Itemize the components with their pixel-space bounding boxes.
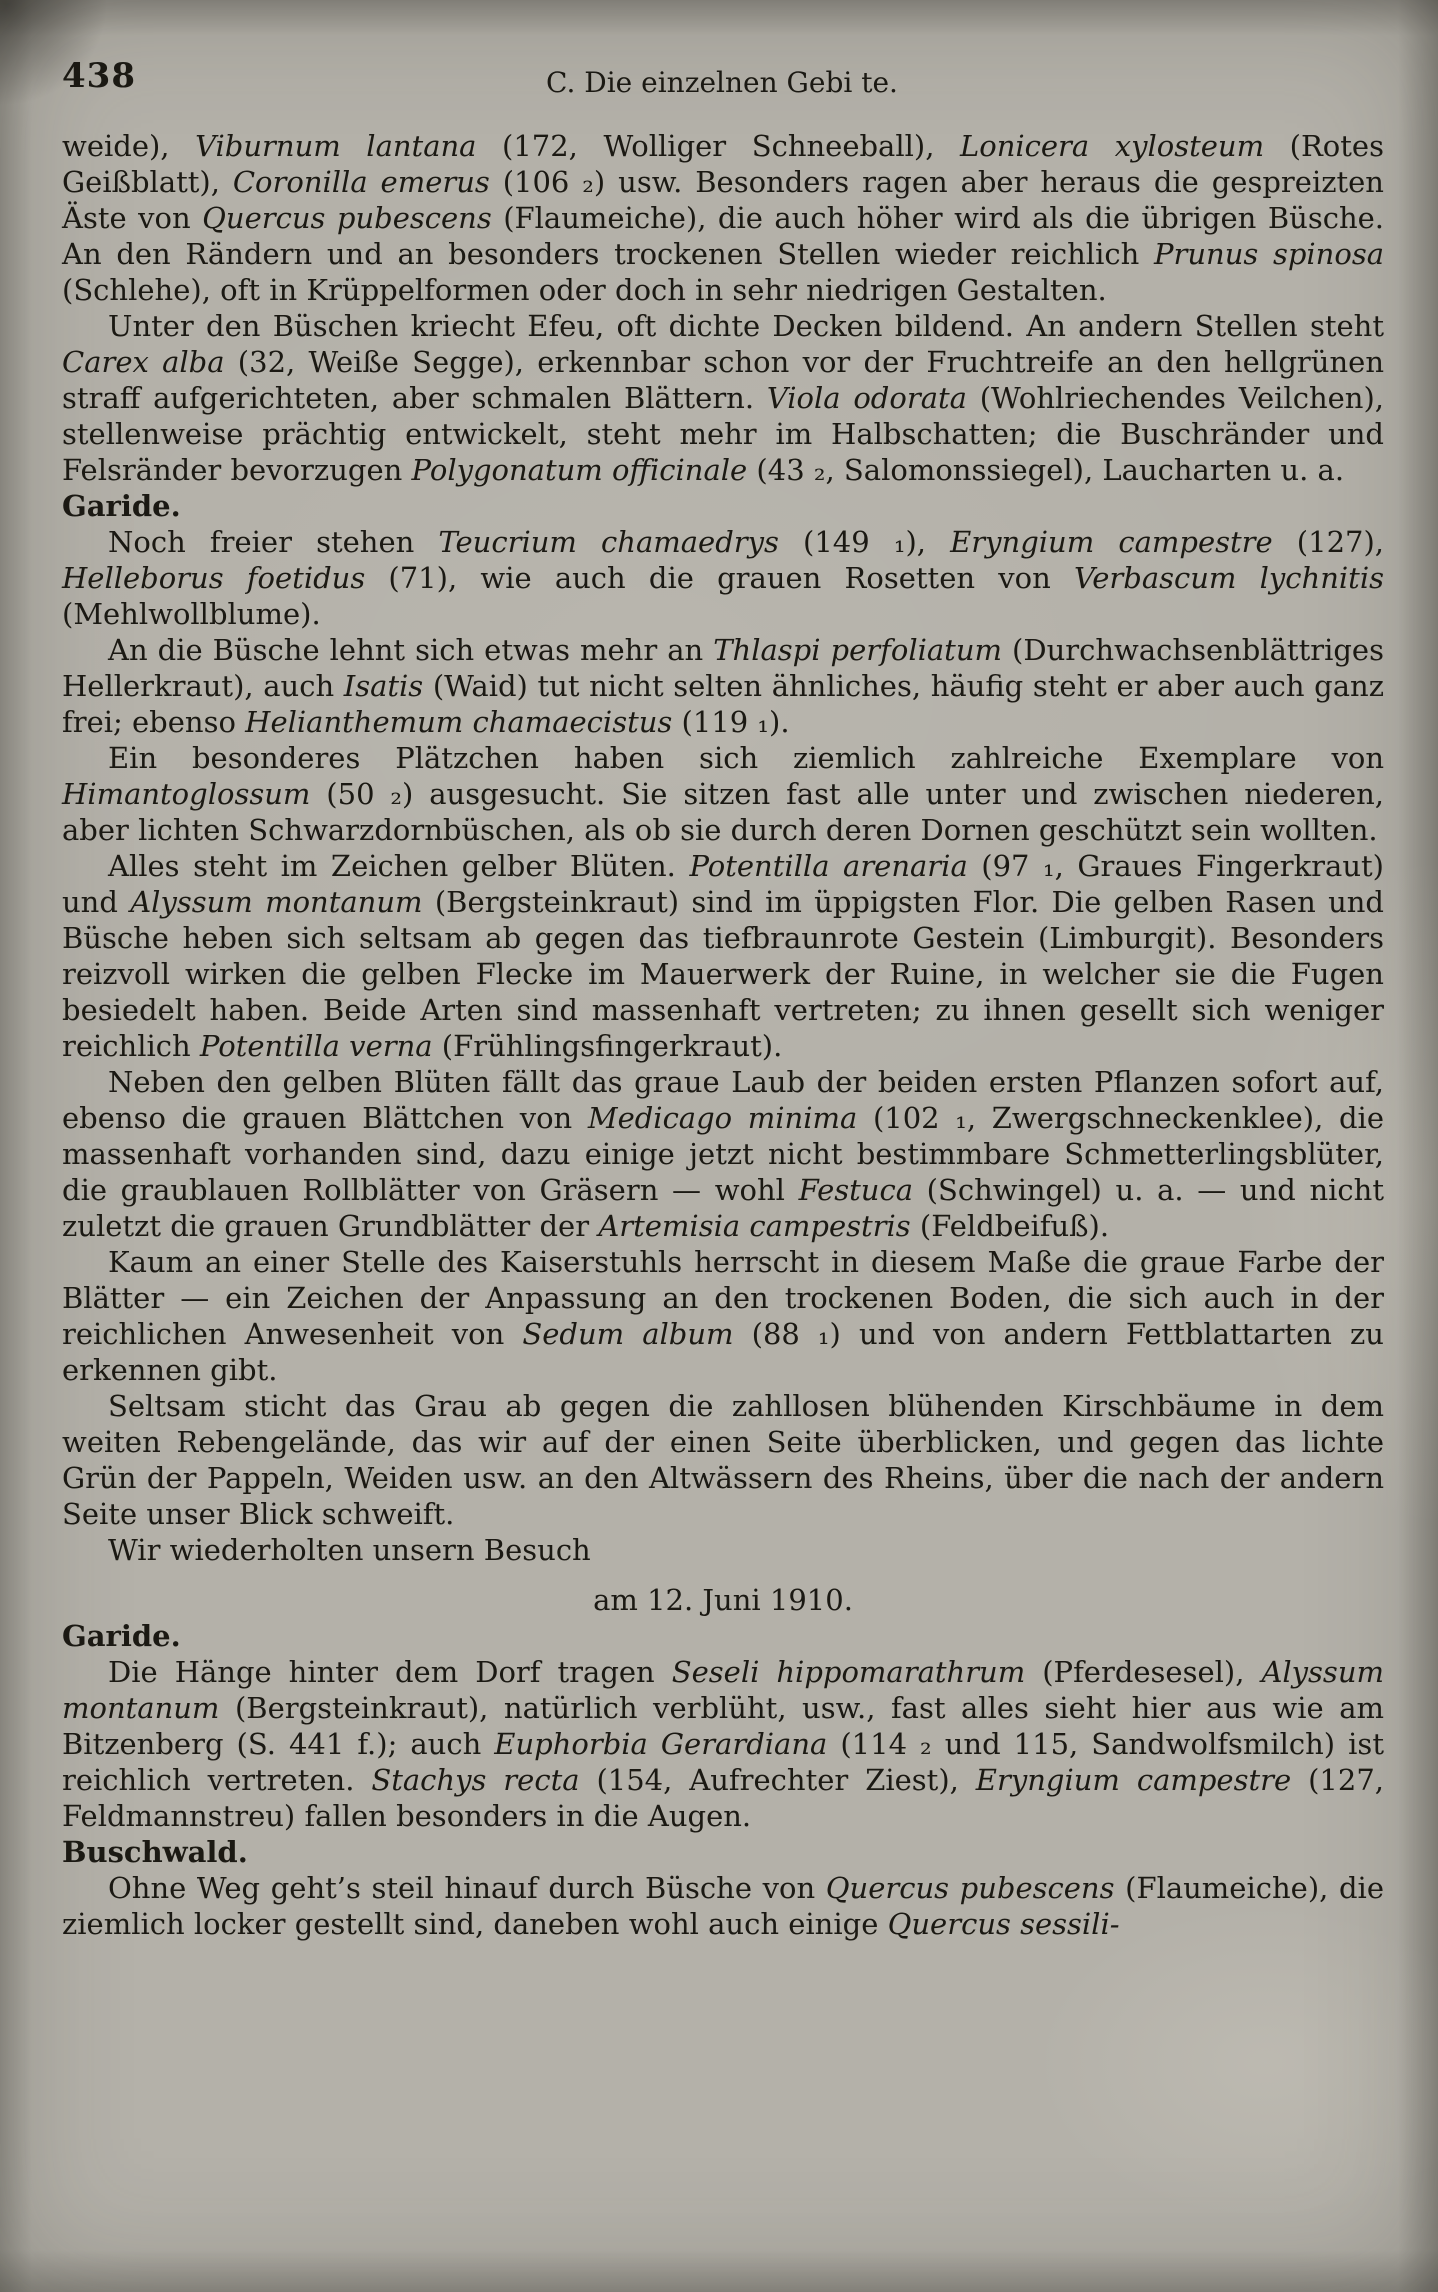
latin-species-name: Carex alba [62,345,225,379]
text-run: (Bergsteinkraut), natürlich verblüht, usw., fast alles sieht hier aus wie am Bitzenberg (S. 441 f.); auch [62,1691,1384,1761]
paragraph [62,1870,1384,1942]
paragraph [62,308,1384,488]
latin-species-name: Lonicera xylosteum [959,129,1265,163]
paragraph [62,524,1384,632]
latin-species-name: Teucrium chamaedrys [438,525,779,559]
text-run: (71), wie auch die grauen Rosetten von [365,561,1074,595]
text-run: (154, Aufrechter Ziest), [579,1763,976,1797]
text-run: (Schlehe), oft in Krüppelformen oder doch in sehr niedrigen Gestalten. [62,273,1107,307]
latin-species-name: Quercus sessili- [887,1907,1120,1941]
paragraph [62,740,1384,848]
text-run: (88 ₁) und von andern Fettblattarten zu erkennen gibt. [62,1317,1384,1387]
section-heading [62,1618,1384,1654]
text-run: (Bergsteinkraut) sind im üppigsten Flor. Die gelben Rasen und Büsche heben sich seltsam ab gegen das tiefbraunrote Gestein (Limburgit). Besonders reizvoll wirken die gelben Flecke im Mauerwerk der Ruine, in welcher sie die Fugen besiedelt haben. Beide Arten sind massenhaft vertreten; zu ihnen gesellt sich weniger reichlich [62,885,1385,1063]
paragraph [62,848,1384,1064]
paragraph [62,1654,1384,1834]
text-run: Alles steht im Zeichen gelber Blüten. [108,849,690,883]
text-run: (Wohlriechendes Veilchen), stellenweise prächtig entwickelt, steht mehr im Halbschatten; die Buschränder und Felsränder bevorzugen [62,381,1384,487]
latin-species-name: Helianthemum chamaecistus [245,705,673,739]
text-run: (97 ₁, Graues Fingerkraut) und [62,849,1384,919]
latin-species-name: Viola odorata [766,381,967,415]
text-run: Die Hänge hinter dem Dorf tragen [108,1655,672,1689]
text-run: (149 ₁), [778,525,951,559]
text-run: Buschwald. [62,1835,248,1869]
text-run: Unter den Büschen kriecht Efeu, oft dichte Decken bildend. An andern Stellen steht [108,309,1384,343]
text-run: Kaum an einer Stelle des Kaiserstuhls herrscht in diesem Maße die graue Farbe der Blätter — ein Zeichen der Anpassung an den trockenen Boden, die sich auch in der reichlichen Anwesenheit von [62,1245,1384,1351]
text-run: (102 ₁, Zwergschneckenklee), die massenhaft vorhanden sind, dazu einige jetzt nicht bestimmbare Schmetterlingsblüter, die graublauen Rollblätter von Gräsern — wohl [62,1101,1384,1207]
latin-species-name: Medicago minima [587,1101,858,1135]
paragraph [62,1064,1384,1244]
text-run: (114 ₂ und 115, Sandwolfsmilch) ist reichlich vertreten. [62,1727,1384,1797]
text-run: (32, Weiße Segge), erkennbar schon vor der Fruchtreife an den hellgrünen straff aufgerichteten, aber schmalen Blättern. [62,345,1384,415]
text-run: (Schwingel) u. a. — und nicht zuletzt die grauen Grundblätter der [62,1173,1384,1243]
latin-species-name: Quercus pubescens [202,201,492,235]
text-run: Seltsam sticht das Grau ab gegen die zahllosen blühenden Kirschbäume in dem weiten Rebengelände, das wir auf der einen Seite überblicken, und gegen das lichte Grün der Pappeln, Weiden usw. an den Altwässern des Rheins, über die nach der andern Seite unser Blick schweift. [62,1389,1384,1531]
text-run: Garide. [62,489,181,523]
latin-species-name: Quercus pubescens [825,1871,1115,1905]
text-run: (119 ₁). [672,705,790,739]
latin-species-name: Polygonatum officinale [411,453,748,487]
latin-species-name: Festuca [798,1173,914,1207]
text-run: weide), [62,129,196,163]
latin-species-name: Euphorbia Gerardiana [494,1727,828,1761]
page-number: 438 [62,56,136,96]
text-run: (127), [1272,525,1384,559]
text-run: Wir wiederholten unsern Besuch [108,1533,591,1567]
paragraph [62,1388,1384,1532]
section-heading [62,1834,1384,1870]
text-run: (106 ₂) usw. Besonders ragen aber heraus die gespreizten Äste von [62,165,1384,235]
latin-species-name: Coronilla emerus [232,165,490,199]
text-run: (Durchwachsenblättriges Hellerkraut), auch [62,633,1384,703]
latin-species-name: Seseli hippomarathrum [671,1655,1026,1689]
running-header: C. Die einzelnen Gebi te. [546,66,898,99]
text-run: (Rotes Geißblatt), [62,129,1384,199]
text-run: An die Büsche lehnt sich etwas mehr an [108,633,714,667]
latin-species-name: Viburnum lantana [195,129,477,163]
text-run: (Pferdesesel), [1025,1655,1262,1689]
latin-species-name: Himantoglossum [62,777,311,811]
text-run: (Mehlwollblume). [62,597,321,631]
latin-species-name: Verbascum lychnitis [1073,561,1384,595]
text-run: Ein besonderes Plätzchen haben sich ziemlich zahlreiche Exemplare von [108,741,1384,775]
latin-species-name: Eryngium campestre [950,525,1273,559]
latin-species-name: Artemisia campestris [598,1209,911,1243]
latin-species-name: Prunus spinosa [1153,237,1384,271]
text-run: (50 ₂) ausgesucht. Sie sitzen fast alle unter und zwischen niederen, aber lichten Schwarzdornbüschen, als ob sie durch deren Dornen geschützt sein wollten. [62,777,1384,847]
latin-species-name: Eryngium campestre [975,1763,1292,1797]
text-run: (Flaumeiche), die ziemlich locker gestellt sind, daneben wohl auch einige [62,1871,1384,1941]
text-run: (172, Wolliger Schneeball), [476,129,960,163]
paragraph [62,632,1384,740]
latin-species-name: Stachys recta [371,1763,580,1797]
latin-species-name: Potentilla arenaria [689,849,968,883]
text-run: Noch freier stehen [108,525,439,559]
latin-species-name: Isatis [343,669,424,703]
latin-species-name: Potentilla verna [199,1029,433,1063]
text-run: (Feldbeifuß). [910,1209,1110,1243]
paragraph [62,128,1384,308]
text-run: Garide. [62,1619,181,1653]
text-run: (Flaumeiche), die auch höher wird als die übrigen Büsche. An den Rändern und an besonders trockenen Stellen wieder reichlich [62,201,1385,271]
latin-species-name: Alyssum montanum [62,1655,1384,1725]
text-run: Neben den gelben Blüten fällt das graue Laub der beiden ersten Pflanzen sofort auf, ebenso die grauen Blättchen von [62,1065,1384,1135]
latin-species-name: Sedum album [522,1317,734,1351]
section-heading [62,488,1384,524]
latin-species-name: Helleborus foetidus [62,561,366,595]
text-run: (43 ₂, Salomonssiegel), Laucharten u. a. [747,453,1345,487]
latin-species-name: Thlaspi perfoliatum [713,633,1002,667]
text-run: (Frühlingsfingerkraut). [432,1029,783,1063]
page-content [62,128,1384,1942]
text-run: Ohne Weg geht’s steil hinauf durch Büsche von [108,1871,826,1905]
paragraph [62,1244,1384,1388]
date-line [62,1582,1384,1618]
text-run: (127, Feldmannstreu) fallen besonders in die Augen. [62,1763,1384,1833]
paragraph [62,1532,1384,1568]
text-run: am 12. Juni 1910. [593,1583,853,1617]
latin-species-name: Alyssum montanum [130,885,423,919]
text-run: (Waid) tut nicht selten ähnliches, häufig steht er aber auch ganz frei; ebenso [62,669,1384,739]
